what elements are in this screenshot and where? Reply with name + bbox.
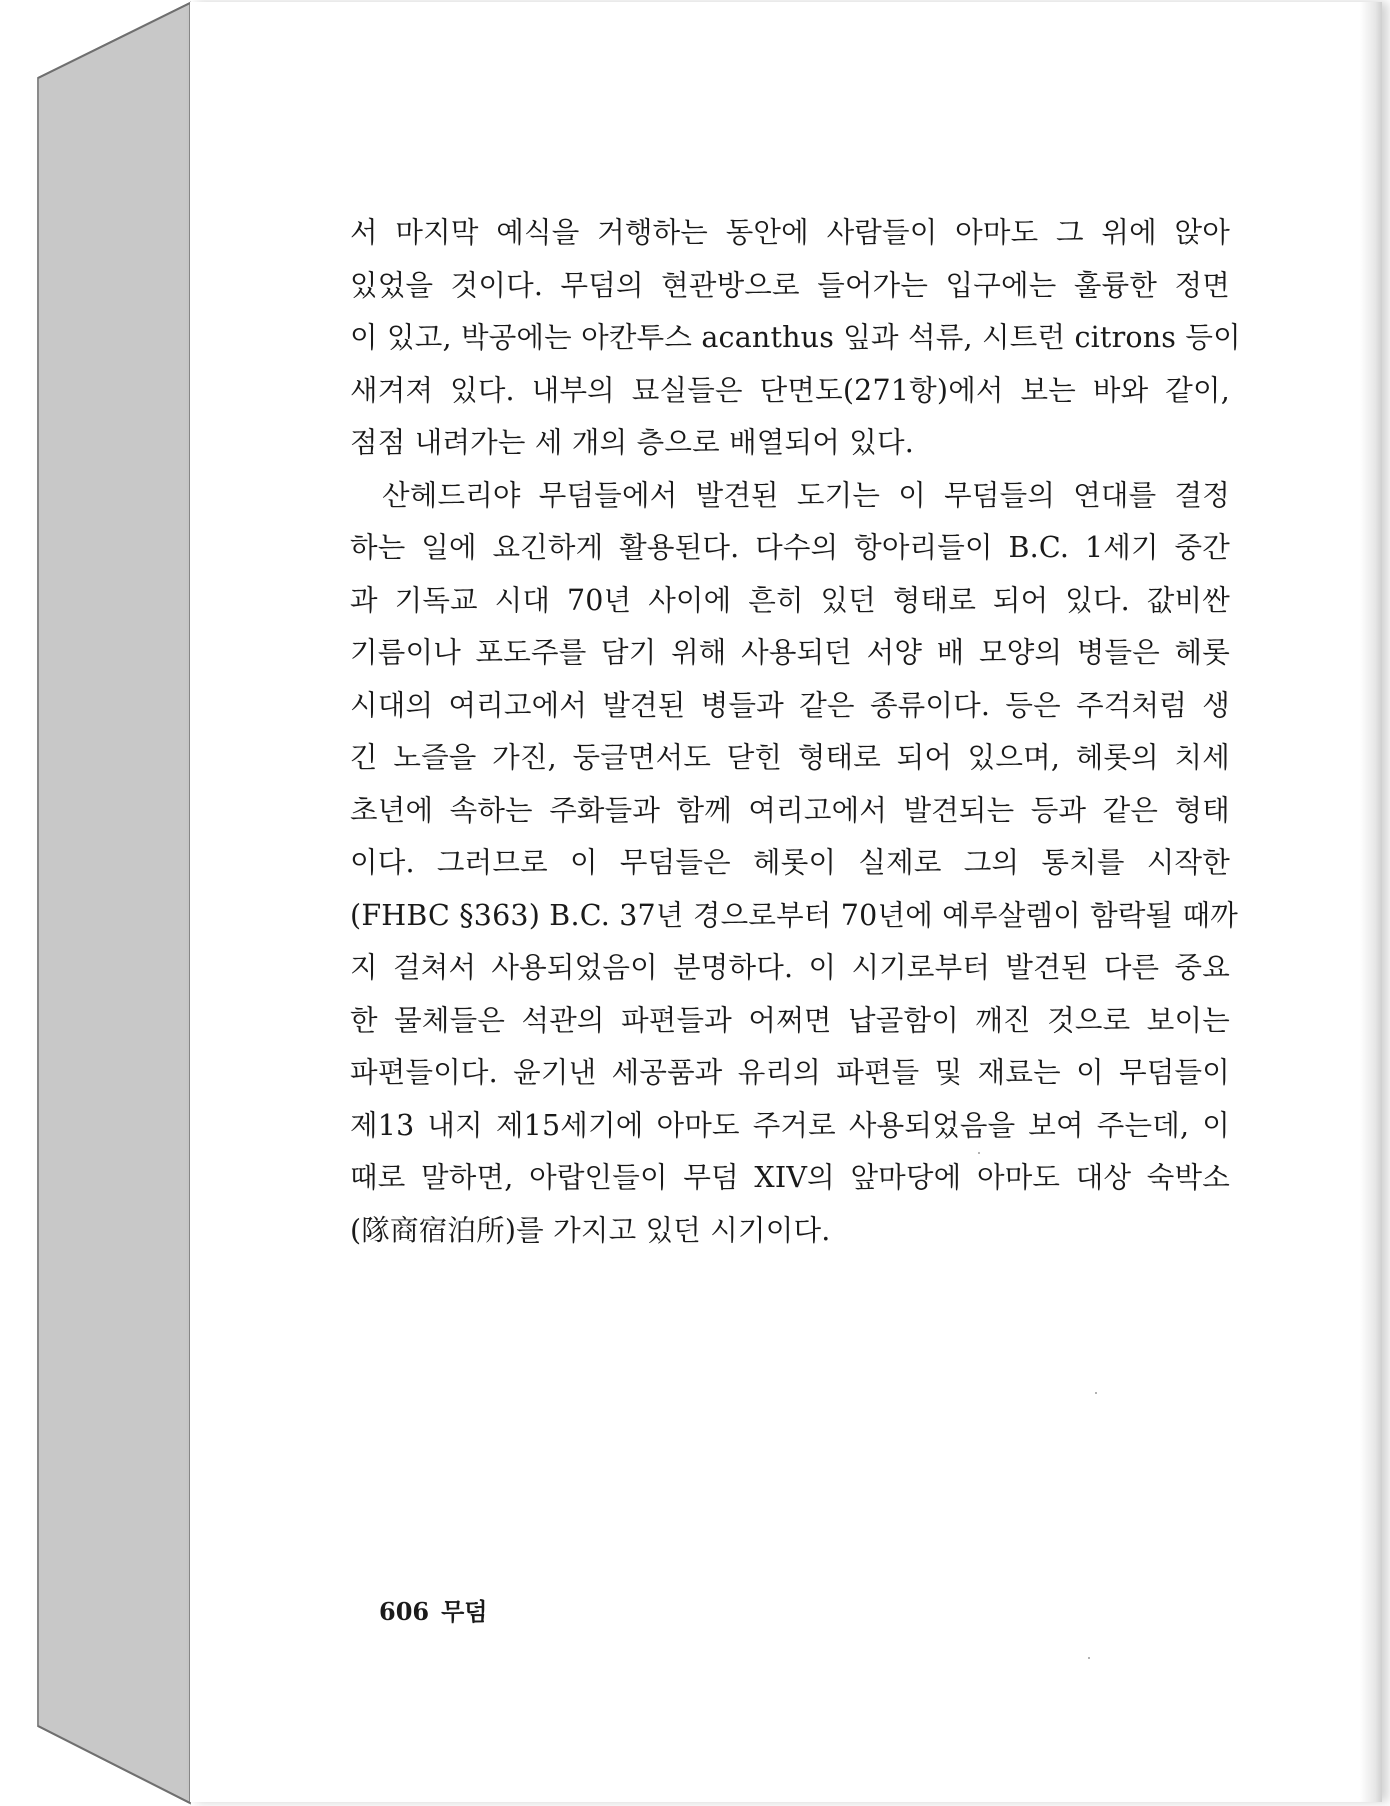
text-line: 새겨져 있다. 내부의 묘실들은 단면도(271항)에서 보는 바와 같이,	[350, 373, 1230, 407]
text-line: 긴 노즐을 가진, 둥글면서도 닫힌 형태로 되어 있으며, 헤롯의 치세	[350, 741, 1230, 774]
scan-speck	[978, 1152, 980, 1154]
text-line: 점점 내려가는 세 개의 층으로 배열되어 있다.	[350, 426, 914, 459]
scan-speck	[1095, 1392, 1097, 1394]
text-line: (FHBC §363) B.C. 37년 경으로부터 70년에 예루살렘이 함락될 때까	[350, 898, 1239, 932]
paragraph-2	[350, 470, 1239, 1258]
text-line: 이다. 그러므로 이 무덤들은 헤롯이 실제로 그의 통치를 시작한	[350, 846, 1230, 879]
text-line: 서 마지막 예식을 거행하는 동안에 사람들이 아마도 그 위에 앉아	[350, 216, 1230, 249]
text-line: 지 걸쳐서 사용되었음이 분명하다. 이 시기로부터 발견된 다른 중요	[350, 951, 1230, 984]
text-line: 하는 일에 요긴하게 활용된다. 다수의 항아리들이 B.C. 1세기 중간	[350, 531, 1230, 564]
text-line: 초년에 속하는 주화들과 함께 여리고에서 발견되는 등과 같은 형태	[350, 793, 1230, 827]
text-line: 있었을 것이다. 무덤의 현관방으로 들어가는 입구에는 훌륭한 정면	[350, 268, 1230, 302]
book-page	[190, 2, 1382, 1802]
text-line: 이 있고, 박공에는 아칸투스 acanthus 잎과 석류, 시트런 citrons 등이	[350, 321, 1241, 354]
text-line: 시대의 여리고에서 발견된 병들과 같은 종류이다. 등은 주걱처럼 생	[350, 688, 1230, 722]
text-line: 때로 말하면, 아랍인들이 무덤 XIV의 앞마당에 아마도 대상 숙박소	[350, 1161, 1230, 1194]
text-line: 제13 내지 제15세기에 아마도 주거로 사용되었음을 보여 주는데, 이	[350, 1108, 1230, 1142]
text-line: 한 물체들은 석관의 파편들과 어쩌면 납골함이 깨진 것으로 보이는	[350, 1003, 1230, 1037]
text-line: (隊商宿泊所)를 가지고 있던 시기이다.	[350, 1213, 831, 1247]
body-text	[350, 207, 1241, 1257]
text-line: 기름이나 포도주를 담기 위해 사용되던 서양 배 모양의 병들은 헤롯	[350, 636, 1230, 669]
scan-speck	[1088, 1657, 1090, 1659]
page-right-edge-shadow	[1360, 2, 1382, 1802]
page-footer	[379, 1592, 487, 1627]
paragraph-1	[350, 207, 1241, 470]
text-line: 산헤드리야 무덤들에서 발견된 도기는 이 무덤들의 연대를 결정	[382, 478, 1230, 512]
text-line: 과 기독교 시대 70년 사이에 흔히 있던 형태로 되어 있다. 값비싼	[350, 583, 1230, 617]
page-number: 606	[379, 1597, 430, 1626]
text-line: 파편들이다. 윤기낸 세공품과 유리의 파편들 및 재료는 이 무덤들이	[350, 1056, 1230, 1089]
running-section-title: 무덤	[441, 1597, 488, 1626]
